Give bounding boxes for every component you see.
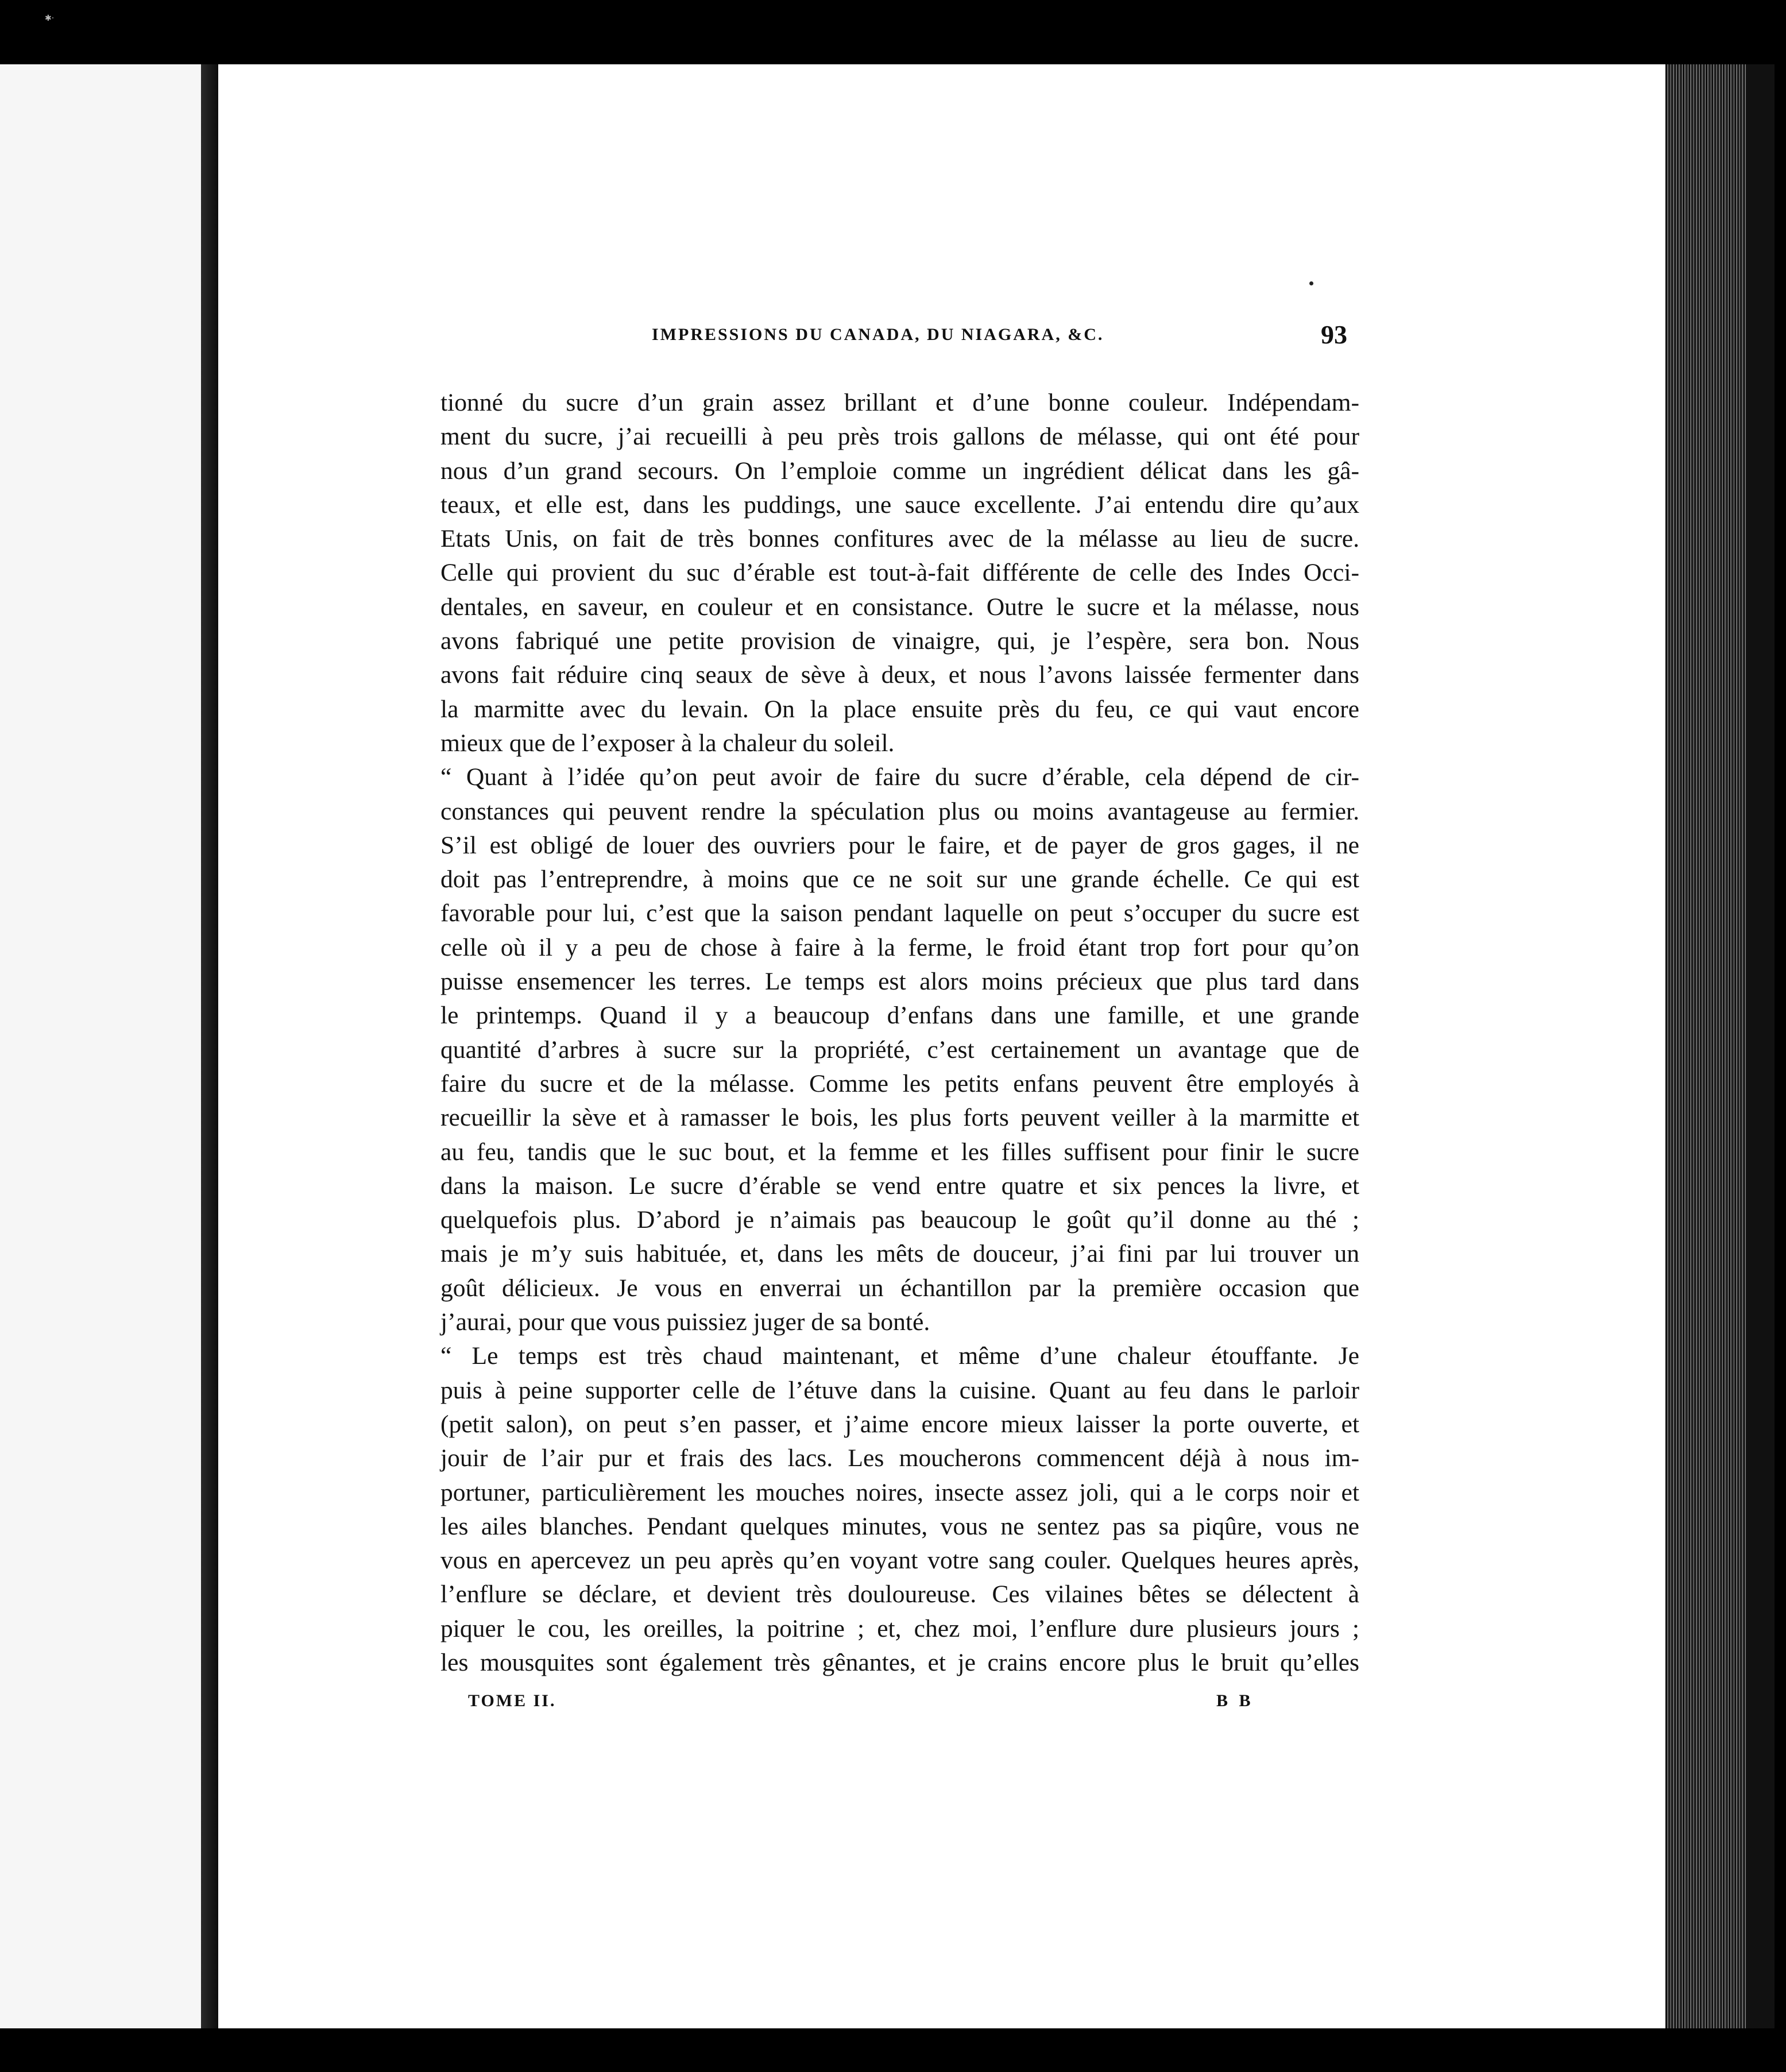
book-gutter: [201, 64, 218, 2028]
text-line: recueillir la sève et à ramasser le bois, les plus forts peuvent veiller à la marmitte et: [440, 1104, 1359, 1132]
text-line: S’il est obligé de louer des ouvriers pour le faire, et de payer de gros gages, il ne: [440, 831, 1359, 859]
text-line: avons fabriqué une petite provision de vinaigre, qui, je l’espère, sera bon. Nous: [440, 627, 1359, 655]
text-line: ment du sucre, j’ai recueilli à peu près trois gallons de mélasse, qui ont été pour: [440, 423, 1359, 451]
scan-corner-mark: ✱·: [45, 14, 55, 23]
text-line: mieux que de l’exposer à la chaleur du soleil.: [440, 729, 895, 757]
text-line: quantité d’arbres à sucre sur la propriété, c’est certainement un avantage que de: [440, 1035, 1359, 1064]
body-text: [440, 386, 1359, 1680]
text-line: teaux, et elle est, dans les puddings, une sauce excellente. J’ai entendu dire qu’aux: [440, 490, 1359, 519]
text-line: vous en apercevez un peu après qu’en voyant votre sang couler. Quelques heures après,: [440, 1547, 1359, 1575]
text-line: goût délicieux. Je vous en enverrai un échantillon par la première occasion que: [440, 1274, 1359, 1302]
text-line: portuner, particulièrement les mouches noires, insecte assez joli, qui a le corps noir et: [440, 1478, 1359, 1506]
text-line: tionné du sucre d’un grain assez brillant et d’une bonne couleur. Indépendam-: [440, 389, 1359, 416]
page-edge-shadow: [1746, 64, 1775, 2028]
text-line: la marmitte avec du levain. On la place ensuite près du feu, ce qui vaut encore: [440, 695, 1359, 723]
text-line: nous d’un grand secours. On l’emploie comme un ingrédient délicat dans les gâ-: [440, 457, 1359, 485]
text-line: (petit salon), on peut s’en passer, et j’aime encore mieux laisser la porte ouverte, et: [440, 1410, 1359, 1438]
text-line: doit pas l’entreprendre, à moins que ce ne soit sur une grande échelle. Ce qui est: [440, 865, 1359, 894]
signature-mark: B B: [1216, 1691, 1254, 1710]
text-line: puisse ensemencer les terres. Le temps est alors moins précieux que plus tard dans: [440, 968, 1359, 996]
text-line: au feu, tandis que le suc bout, et la femme et les filles suffisent pour finir le sucre: [440, 1138, 1359, 1166]
ink-speck: [1309, 281, 1313, 285]
text-line: l’enflure se déclare, et devient très douloureuse. Ces vilaines bêtes se délectent à: [440, 1580, 1359, 1609]
page-fore-edges: [1665, 64, 1746, 2028]
text-line: “ Quant à l’idée qu’on peut avoir de faire du sucre d’érable, cela dépend de cir-: [440, 763, 1359, 791]
text-line: j’aurai, pour que vous puissiez juger de sa bonté.: [440, 1308, 930, 1336]
text-line: favorable pour lui, c’est que la saison pendant laquelle on peut s’occuper du sucre est: [440, 899, 1359, 927]
text-line: avons fait réduire cinq seaux de sève à deux, et nous l’avons laissée fermenter dans: [440, 661, 1359, 689]
text-line: “ Le temps est très chaud maintenant, et même d’une chaleur étouffante. Je: [440, 1342, 1359, 1370]
text-line: puis à peine supporter celle de l’étuve dans la cuisine. Quant au feu dans le parloir: [440, 1376, 1359, 1404]
text-line: dans la maison. Le sucre d’érable se vend entre quatre et six pences la livre, et: [440, 1172, 1359, 1200]
text-line: dentales, en saveur, en couleur et en consistance. Outre le sucre et la mélasse, nous: [440, 593, 1359, 621]
left-page-edge: [0, 64, 201, 2028]
text-line: le printemps. Quand il y a beaucoup d’enfans dans une famille, et une grande: [440, 1002, 1359, 1030]
text-line: quelquefois plus. D’abord je n’aimais pas beaucoup le goût qu’il donne au thé ;: [440, 1206, 1359, 1234]
text-line: Etats Unis, on fait de très bonnes confitures avec de la mélasse au lieu de sucre.: [440, 525, 1359, 553]
text-line: jouir de l’air pur et frais des lacs. Les moucherons commencent déjà à nous im-: [440, 1444, 1359, 1472]
volume-label: TOME II.: [468, 1691, 556, 1710]
text-line: constances qui peuvent rendre la spéculation plus ou moins avantageuse au fermier.: [440, 797, 1359, 825]
text-line: les ailes blanches. Pendant quelques minutes, vous ne sentez pas sa piqûre, vous ne: [440, 1512, 1359, 1540]
text-line: mais je m’y suis habituée, et, dans les mêts de douceur, j’ai fini par lui trouver un: [440, 1240, 1359, 1268]
text-line: piquer le cou, les oreilles, la poitrine ; et, chez moi, l’enflure dure plusieurs jours ;: [440, 1614, 1359, 1642]
running-head: IMPRESSIONS DU CANADA, DU NIAGARA, &C.: [652, 325, 1104, 344]
text-line: celle où il y a peu de chose à faire à la ferme, le froid étant trop fort pour qu’on: [440, 933, 1359, 961]
text-line: les mousquites sont également très gênantes, et je crains encore plus le bruit qu’elles: [440, 1648, 1359, 1676]
text-line: faire du sucre et de la mélasse. Comme les petits enfans peuvent être employés à: [440, 1069, 1359, 1097]
text-line: Celle qui provient du suc d’érable est tout-à-fait différente de celle des Indes Occi-: [440, 559, 1359, 587]
page-number: 93: [1321, 320, 1347, 349]
